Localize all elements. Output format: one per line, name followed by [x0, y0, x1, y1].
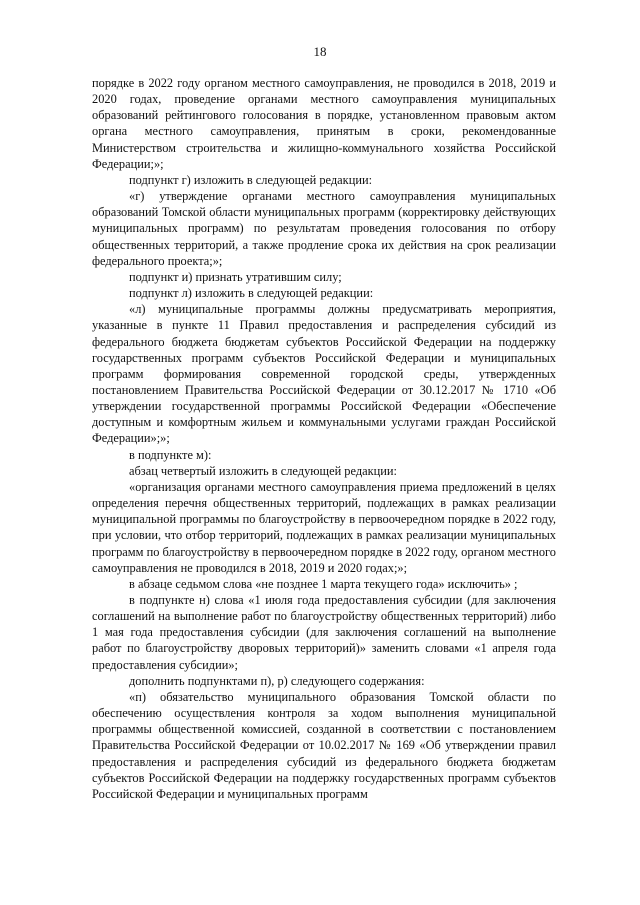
paragraph: подпункт л) изложить в следующей редакции:	[129, 286, 374, 301]
paragraph: «л) муниципальные программы должны предусматривать мероприятия, указанные в пункте 11 Правил предоставления и распределения субсидий из федерального бюджета бюджетам субъектов Российской Федерации на поддержку государственных программ субъектов Российской Федерации и муниципальных программ формирования современной городской среды, утвержденных постановлением Правительства Российской Федерации от 30.12.2017 № 1710 «Об утверждении государственной программы Российской Федерации «Обеспечение доступным и комфортным жильем и коммунальными услугами граждан Российской Федерации»;»;	[92, 302, 556, 446]
paragraph: в абзаце седьмом слова «не позднее 1 марта текущего года» исключить» ;	[129, 576, 518, 591]
paragraph: «организация органами местного самоуправления приема предложений в целях определения перечня общественных территорий, подлежащих в рамках реализации муниципальной программы по благоустройству в первоочередном порядке в 2022 году, при условии, что отбор территорий, подлежащих в рамках реализации муниципальных программ по благоустройству в первоочередном порядке в 2022 году, органом местного самоуправления не проводился в 2018, 2019 и 2020 годах;»;	[92, 479, 556, 575]
paragraph: подпункт и) признать утратившим силу;	[129, 269, 342, 284]
paragraph: в подпункте м):	[129, 447, 212, 462]
page-number: 18	[313, 44, 327, 59]
paragraph: абзац четвертый изложить в следующей редакции:	[129, 463, 397, 478]
paragraph: дополнить подпунктами п), р) следующего содержания:	[129, 673, 425, 688]
paragraph: «п) обязательство муниципального образования Томской области по обеспечению осуществления контроля за ходом выполнения муниципальной программы общественной комиссией, созданной в соответствии с постановлением Правительства Российской Федерации от 10.02.2017 № 169 «Об утверждении правил предоставления и распределения субсидий из федерального бюджета бюджетам субъектов Российской Федерации на поддержку государственных программ субъектов Российской Федерации и муниципальных программ	[92, 689, 556, 801]
document-body	[92, 75, 556, 802]
paragraph: подпункт г) изложить в следующей редакции:	[129, 172, 373, 187]
paragraph: в подпункте н) слова «1 июля года предоставления субсидии (для заключения соглашений на выполнение работ по благоустройству общественных территорий) либо 1 мая года предоставления субсидии (для заключения соглашений на выполнение работ по благоустройству дворовых территорий)» заменить словами «1 апреля года предоставления субсидии»;	[92, 593, 556, 672]
paragraph: порядке в 2022 году органом местного самоуправления, не проводился в 2018, 2019 и 2020 годах, проведение органами местного самоуправления муниципальных образований рейтингового голосования в порядке, установленном правовым актом органа местного самоуправления, принятым в сроки, рекомендованные Министерством строительства и жилищно-коммунального хозяйства Российской Федерации;»;	[92, 76, 556, 171]
paragraph: «г) утверждение органами местного самоуправления муниципальных образований Томской области муниципальных программ (корректировку действующих муниципальных программ) по результатам проведения голосования по отбору общественных территорий, а также продление срока их действия на срок реализации федерального проекта;»;	[92, 189, 556, 268]
